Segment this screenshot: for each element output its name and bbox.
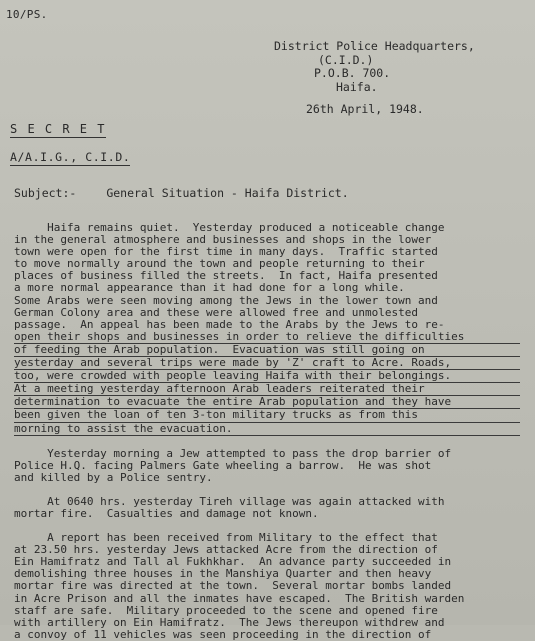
text-line: and killed by a Police sentry. <box>14 470 213 484</box>
underlined-text-line: been given the loan of ten 3-ton military trucks as from this <box>14 409 520 422</box>
report-body <box>14 222 520 641</box>
text-line: staff are safe. Military proceeded to the scene and opened fire <box>14 603 438 617</box>
text-line: at 23.50 hrs. yesterday Jews attacked Acre from the direction of <box>14 543 438 557</box>
underlined-text-line: yesterday and several trips were made by 'Z' craft to Acre. Roads, <box>14 357 520 370</box>
paragraph <box>14 496 520 520</box>
text-line: At 0640 hrs. yesterday Tireh village was again attacked with <box>14 494 445 508</box>
subject-label: Subject:- <box>14 186 77 200</box>
underlined-text-line: morning to assist the evacuation. <box>14 423 520 436</box>
text-line: Haifa remains quiet. Yesterday produced a noticeable change <box>14 221 445 234</box>
text-line: mortar fire was directed at the town. Several mortar bombs landed <box>14 579 452 593</box>
address-line-1: District Police Headquarters, <box>274 39 475 53</box>
address-line-4: Haifa. <box>336 79 378 94</box>
underlined-text-line: open their shops and businesses in order to relieve the difficulties <box>14 331 520 344</box>
paragraph <box>14 448 520 484</box>
sender-address <box>274 40 514 94</box>
underlined-text-line: of feeding the Arab population. Evacuation was still going on <box>14 344 520 357</box>
address-line-2: (C.I.D.) <box>318 52 374 67</box>
subject-value: General Situation - Haifa District. <box>106 186 349 200</box>
addressee: A/A.I.G., C.I.D. <box>10 150 131 164</box>
text-line: passage. An appeal has been made to the Arabs by the Jews to re- <box>14 317 445 331</box>
text-line: in the general atmosphere and businesses and shops in the lower <box>14 233 432 247</box>
paragraph <box>14 532 520 641</box>
text-line: town were open for the first time in many days. Traffic started <box>14 245 438 259</box>
text-line: with artillery on Ein Hamifratz. The Jews thereupon withdrew and <box>14 615 445 629</box>
text-line: Some Arabs were seen moving among the Jews in the lower town and <box>14 293 438 307</box>
text-line: a convoy of 11 vehicles was seen proceeding in the direction of <box>14 627 432 641</box>
underlined-text-line: determination to evacuate the entire Arab population and they have <box>14 396 520 409</box>
address-line-3: P.O.B. 700. <box>314 66 391 80</box>
text-line: Ein Hamifratz and Tall al Fukhkhar. An advance party succeeded in <box>14 555 452 569</box>
text-line: German Colony area and these were allowed free and unmolested <box>14 305 418 319</box>
text-line: A report has been received from Military to the effect that <box>14 531 438 545</box>
text-line: to move normally around the town and people returning to their <box>14 257 425 271</box>
text-line: demolishing three houses in the Manshiya Quarter and then heavy <box>14 567 432 581</box>
underlined-text-line: At a meeting yesterday afternoon Arab leaders reiterated their <box>14 383 520 396</box>
text-line: mortar fire. Casualties and damage not known. <box>14 506 319 520</box>
text-line: Yesterday morning a Jew attempted to pass the drop barrier of <box>14 446 452 460</box>
text-line: places of business filled the streets. In fact, Haifa presented <box>14 269 438 283</box>
underlined-text-line: too, were crowded with people leaving Haifa with their belongings. <box>14 370 520 383</box>
document-date: 26th April, 1948. <box>306 102 424 116</box>
subject-line <box>14 186 349 200</box>
text-line: a more normal appearance than it had done for a long while. <box>14 281 405 295</box>
paragraph <box>14 222 520 436</box>
text-line: in Acre Prison and all the inmates have escaped. The British warden <box>14 591 465 605</box>
reference-number: 10/PS. <box>6 8 48 21</box>
classification-marking: S E C R E T <box>10 122 106 136</box>
text-line: Police H.Q. facing Palmers Gate wheeling a barrow. He was shot <box>14 458 432 472</box>
